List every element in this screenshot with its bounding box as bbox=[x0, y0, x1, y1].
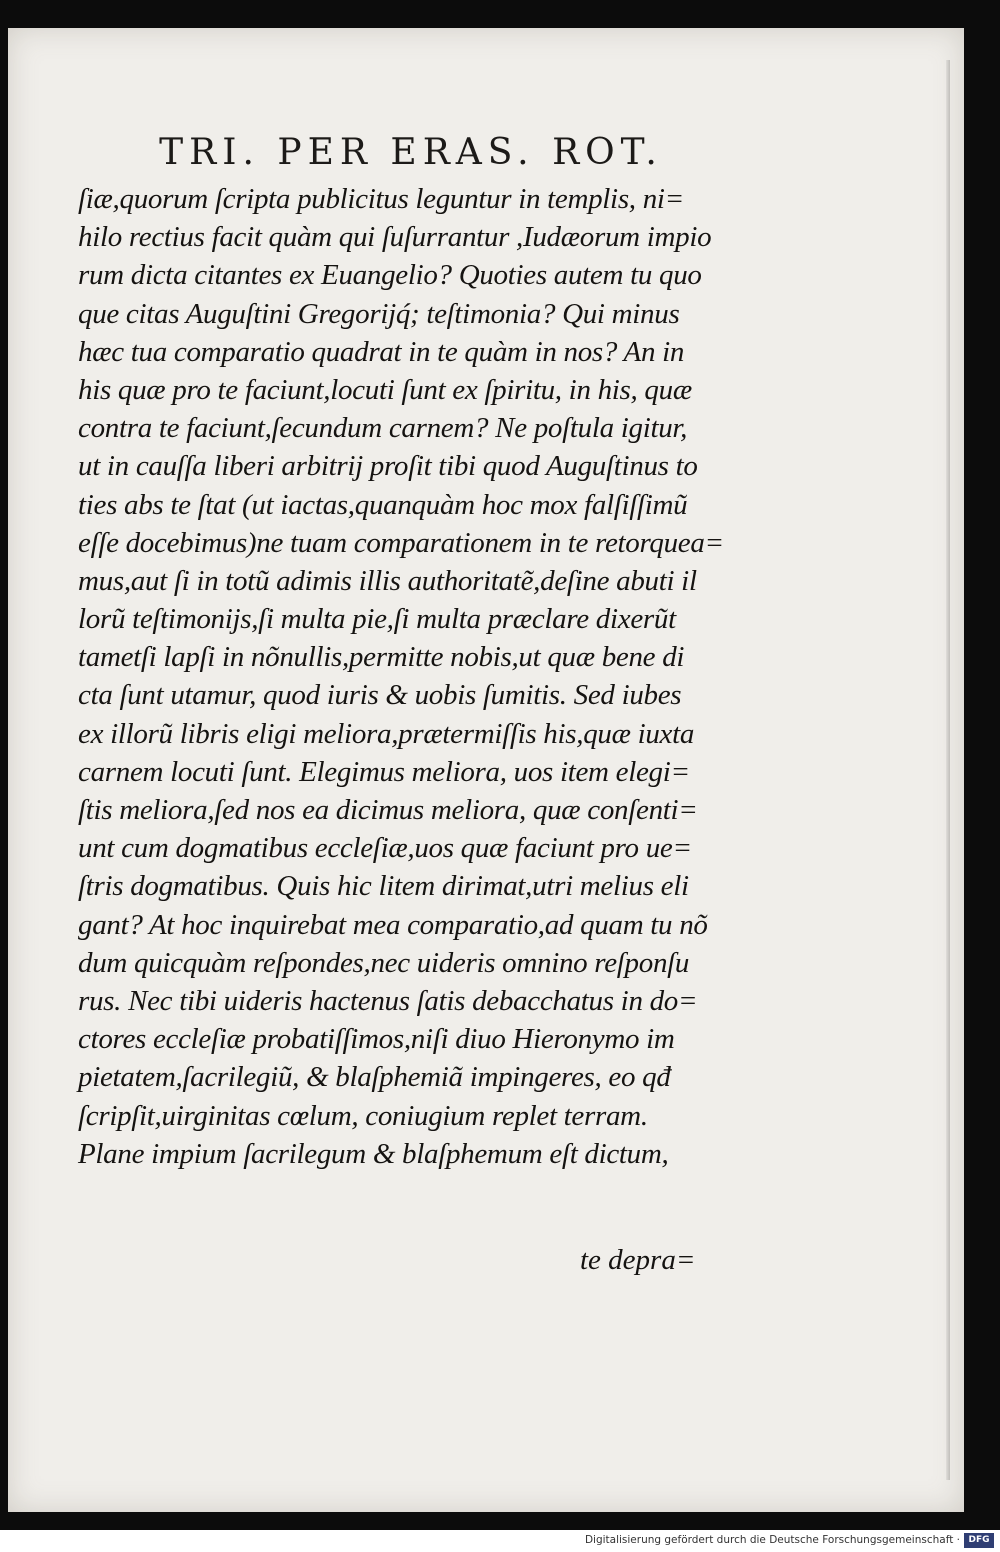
text-line: Plane impium ſacrilegum & blaſphemum eſt dictum, bbox=[78, 1137, 669, 1170]
text-line: ſtris dogmatibus. Quis hic litem dirimat,utri melius eli bbox=[78, 870, 689, 903]
text-line: tametſi lapſi in nõnullis,permitte nobis,ut quæ bene di bbox=[78, 641, 685, 674]
running-head: TRI. PER ERAS. ROT. bbox=[159, 132, 663, 173]
text-line: que citas Auguſtini Gregorijq́; teſtimonia? Qui minus bbox=[78, 297, 680, 330]
text-line: contra te faciunt,ſecundum carnem? Ne poſtula igitur, bbox=[78, 412, 688, 445]
text-line: ex illorũ libris eligi meliora,prætermiſſis his,quæ iuxta bbox=[78, 717, 695, 750]
dfg-logo-icon: DFG bbox=[964, 1533, 994, 1548]
text-line: ctores eccleſiæ probatiſſimos,niſi diuo Hieronymo im bbox=[78, 1023, 675, 1056]
body-text bbox=[78, 180, 738, 1173]
text-line: cta ſunt utamur, quod iuris & uobis ſumitis. Sed iubes bbox=[78, 679, 682, 712]
text-line: hæc tua comparatio quadrat in te quàm in nos? An in bbox=[78, 335, 685, 368]
catchword: te depra= bbox=[580, 1244, 696, 1276]
text-line: rum dicta citantes ex Euangelio? Quoties autem tu quo bbox=[78, 259, 702, 292]
text-line: dum quicquàm reſpondes,nec uideris omnino reſponſu bbox=[78, 946, 690, 979]
text-line: ſcripſit,uirginitas cœlum, coniugium replet terram. bbox=[78, 1099, 648, 1132]
text-line: hilo rectius facit quàm qui ſuſurrantur ,Iudæorum impio bbox=[78, 221, 712, 254]
footer-bar bbox=[0, 1530, 1000, 1552]
text-line: ſiæ,quorum ſcripta publicitus leguntur in templis, ni= bbox=[78, 183, 684, 215]
page-edge-shadow bbox=[946, 60, 950, 1480]
text-line: carnem locuti ſunt. Elegimus meliora, uos item elegi= bbox=[78, 755, 690, 788]
text-line: ut in cauſſa liberi arbitrij proſit tibi quod Auguſtinus to bbox=[78, 450, 698, 483]
text-line: eſſe docebimus)ne tuam comparationem in te retorquea= bbox=[78, 526, 724, 559]
text-line: ties abs te ſtat (ut iactas,quanquàm hoc mox falſiſſimũ bbox=[78, 488, 688, 521]
funding-note: Digitalisierung gefördert durch die Deutsche Forschungsgemeinschaft · bbox=[584, 1534, 960, 1546]
text-line: rus. Nec tibi uideris hactenus ſatis debacchatus in do= bbox=[78, 984, 698, 1017]
text-line: pietatem,ſacrilegiũ, & blaſphemiã impingeres, eo qđ bbox=[78, 1061, 671, 1094]
text-line: his quæ pro te faciunt,locuti ſunt ex ſpiritu, in his, quæ bbox=[78, 373, 692, 406]
text-line: ſtis meliora,ſed nos ea dicimus meliora, quæ conſenti= bbox=[78, 794, 698, 826]
text-line: mus,aut ſi in totũ adimis illis authoritatẽ,deſine abuti il bbox=[78, 564, 697, 597]
text-line: lorũ teſtimonijs,ſi multa pie,ſi multa præclare dixerũt bbox=[78, 603, 676, 636]
text-line: unt cum dogmatibus eccleſiæ,uos quæ faciunt pro ue= bbox=[78, 832, 692, 865]
text-line: gant? At hoc inquirebat mea comparatio,ad quam tu nõ bbox=[78, 908, 708, 941]
